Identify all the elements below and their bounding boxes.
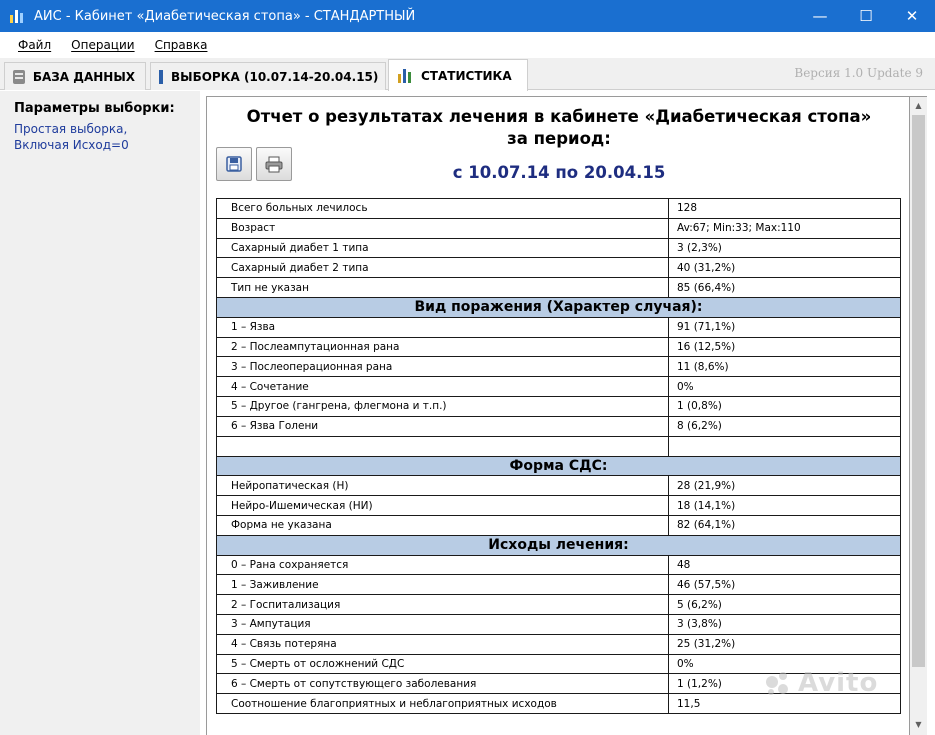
row-value: 16 (12,5%) [669,337,901,357]
row-value: 11 (8,6%) [669,357,901,377]
menu-file[interactable]: Файл [18,38,52,52]
menu-bar [0,32,935,58]
row-label: 5 – Смерть от осложнений СДС [217,654,669,674]
table-row [217,575,901,595]
section-header-row [217,456,901,476]
row-label: 6 – Смерть от сопутствующего заболевания [217,674,669,694]
window-controls [797,0,935,32]
scroll-down-icon[interactable]: ▼ [915,720,922,729]
table-row [217,337,901,357]
scroll-up-icon[interactable]: ▲ [915,101,922,110]
row-label: Нейропатическая (Н) [217,476,669,496]
row-label: 5 – Другое (гангрена, флегмона и т.п.) [217,396,669,416]
title-bar [0,0,935,32]
row-label: 3 – Послеоперационная рана [217,357,669,377]
row-value: 28 (21,9%) [669,476,901,496]
section-header: Форма СДС: [217,456,901,476]
row-value: 18 (14,1%) [669,496,901,516]
print-icon [264,155,284,173]
row-value: 46 (57,5%) [669,575,901,595]
watermark: Avito [798,668,879,698]
row-value: 1 (0,8%) [669,396,901,416]
table-row [217,278,901,298]
database-icon [13,70,25,84]
row-label: 0 – Рана сохраняется [217,555,669,575]
report-period: с 10.07.14 по 20.04.15 [452,163,666,182]
statistics-table [216,198,901,714]
scroll-thumb[interactable] [912,115,925,667]
row-value: 3 (3,8%) [669,614,901,634]
row-label: 4 – Связь потеряна [217,634,669,654]
row-label: Возраст [217,218,669,238]
tab-statistics[interactable] [388,59,528,91]
row-value: 5 (6,2%) [669,595,901,615]
row-label: Сахарный диабет 1 типа [217,238,669,258]
section-header-row [217,535,901,555]
section-header: Вид поражения (Характер случая): [217,297,901,317]
version-label: Версия 1.0 Update 9 [794,66,923,80]
row-label [217,436,669,456]
tab-selection-label: ВЫБОРКА (10.07.14-20.04.15) [171,69,379,84]
statistics-icon [397,69,413,83]
row-value: 91 (71,1%) [669,317,901,337]
row-label: Форма не указана [217,515,669,535]
table-row [217,357,901,377]
table-row [217,199,901,219]
minimize-button[interactable]: — [812,7,828,25]
table-row [217,416,901,436]
row-value: 11,5 [669,694,901,714]
row-label: 3 – Ампутация [217,614,669,634]
table-row [217,396,901,416]
tab-database[interactable] [4,62,146,90]
params-line-2: Включая Исход=0 [14,138,129,152]
params-line-1: Простая выборка, [14,122,128,136]
table-row [217,515,901,535]
close-button[interactable]: ✕ [905,7,919,25]
menu-help[interactable]: Справка [154,38,208,52]
maximize-button[interactable]: ☐ [859,7,873,25]
row-value: 128 [669,199,901,219]
row-label: 2 – Послеампутационная рана [217,337,669,357]
row-value: 25 (31,2%) [669,634,901,654]
table-row [217,218,901,238]
row-label: Сахарный диабет 2 типа [217,258,669,278]
report-panel [206,96,910,735]
window-title: АИС - Кабинет «Диабетическая стопа» - СТАНДАРТНЫЙ [34,8,416,24]
save-button[interactable] [216,147,252,181]
row-value: 85 (66,4%) [669,278,901,298]
params-title: Параметры выборки: [14,101,175,116]
row-value: 8 (6,2%) [669,416,901,436]
tab-database-label: БАЗА ДАННЫХ [32,69,135,84]
app-chart-icon [8,7,26,25]
row-value: 0% [669,654,901,674]
table-row [217,317,901,337]
row-label: 1 – Заживление [217,575,669,595]
blank-row [217,436,901,456]
row-value: 40 (31,2%) [669,258,901,278]
selection-params-panel [0,91,200,735]
print-button[interactable] [256,147,292,181]
row-label: Всего больных лечилось [217,199,669,219]
row-label: Тип не указан [217,278,669,298]
row-value [669,436,901,456]
report-subtitle: за период: [507,129,611,148]
avito-logo-icon [766,672,792,698]
table-row [217,595,901,615]
vertical-scrollbar[interactable] [910,96,927,735]
table-row [217,634,901,654]
row-value: 0% [669,377,901,397]
table-row [217,555,901,575]
selection-icon [159,70,163,84]
tab-selection[interactable] [150,62,386,90]
row-label: 1 – Язва [217,317,669,337]
row-value: 48 [669,555,901,575]
tab-strip [0,58,935,90]
row-value: Av:67; Min:33; Max:110 [669,218,901,238]
menu-operations[interactable]: Операции [71,38,135,52]
row-label: 4 – Сочетание [217,377,669,397]
row-label: Соотношение благоприятных и неблагоприятных исходов [217,694,669,714]
table-row [217,496,901,516]
section-header: Исходы лечения: [217,535,901,555]
row-value: 82 (64,1%) [669,515,901,535]
report-title: Отчет о результатах лечения в кабинете «Диабетическая стопа» [246,107,872,126]
table-row [217,258,901,278]
table-row [217,377,901,397]
row-value: 1 (1,2%) [669,674,901,694]
row-label: 2 – Госпитализация [217,595,669,615]
params-text [14,121,129,153]
table-row [217,476,901,496]
table-row [217,614,901,634]
tab-statistics-label: СТАТИСТИКА [421,68,512,83]
section-header-row [217,297,901,317]
row-label: Нейро-Ишемическая (НИ) [217,496,669,516]
table-row [217,238,901,258]
row-value: 3 (2,3%) [669,238,901,258]
save-icon [225,155,243,173]
row-label: 6 – Язва Голени [217,416,669,436]
